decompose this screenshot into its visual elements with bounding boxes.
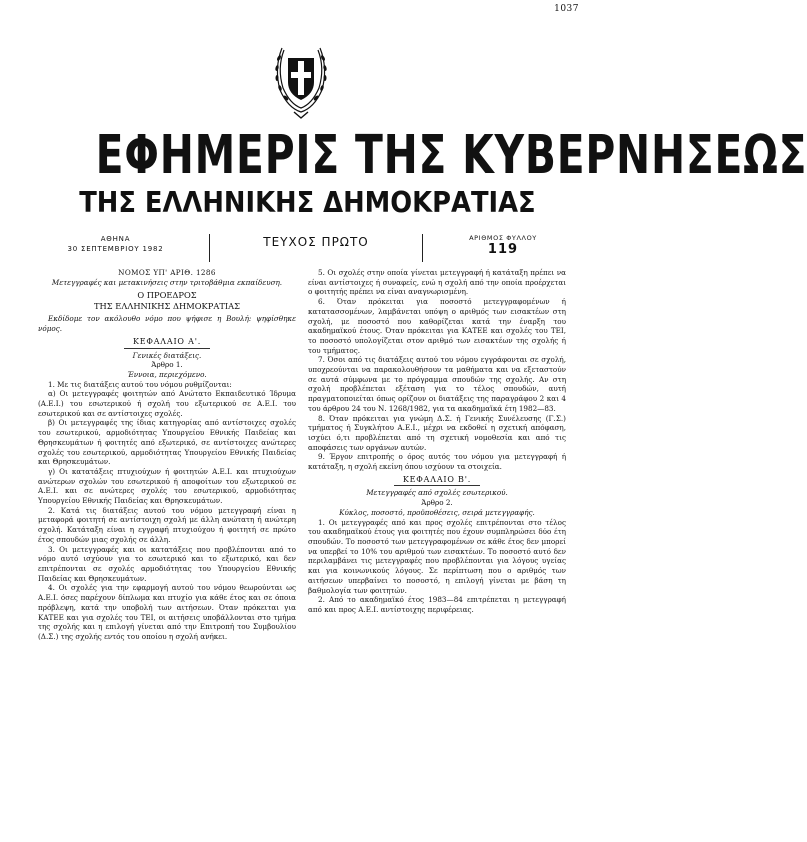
issue-info-bar <box>28 230 578 264</box>
chapter-rule <box>394 485 480 486</box>
paragraph: 4. Οι σχολές για την εφαρμογή αυτού του νόμου θεωρούνται ως Α.Ε.Ι. όσες παρέχουν δίπλωμα και πτυχίο για κάθε έτος και σε όποια πρόβλεψη, κατά την υποβολή των αιτήσεων. Όταν πρόκειται για ΚΑΤΕΕ και για σχολές του ΤΕΙ, οι αιτήσεις υποβάλλονται στο τμήμα της σχολής και η επιλογή γίνεται από την Επιτροπή του Συμβουλίου (Δ.Σ.) της σχολής εντός του οποίου η σχολή ανήκει. <box>38 583 296 641</box>
article-subheading: Κύκλος, ποσοστό, προϋποθέσεις, σειρά μετεγγραφής. <box>339 507 535 517</box>
chapter-title: Μετεγγραφές από σχολές εσωτερικού. <box>366 488 508 498</box>
paragraph: γ) Οι κατατάξεις πτυχιούχων ή φοιτητών Α.Ε.Ι. και πτυχιούχων ανώτερων σχολών του εσωτερικού ή αποφοίτων του εξωτερικού σε Α.Ε.Ι. και σε ανώτερες σχολές του εσωτερικού, αρμοδιότητας Υπουργείου Εθνικής Παιδείας και Θρησκευμάτων. <box>38 466 296 506</box>
president-heading-line2: ΤΗΣ ΕΛΛΗΝΙΚΗΣ ΔΗΜΟΚΡΑΤΙΑΣ <box>94 300 240 311</box>
chapter-heading: ΚΕΦΑΛΑΙΟ Β'. <box>402 474 472 484</box>
left-text-column <box>38 268 296 642</box>
paragraph: 1. Οι μετεγγραφές από και προς σχολές επιτρέπονται στο τέλος του ακαδημαϊκού έτους για φοιτητές που έχουν συμπληρώσει δύο έτη σπουδών. Το ποσοστό των μετεγγραφομένων σε κάθε έτος δεν μπορεί να υπερβεί το 10% του αριθμού των εισακτέων. Το ποσοστό αυτό δεν περιλαμβάνει τις μετεγγραφές που προβλέπονται για λόγους υγείας και για κοινωνικούς λόγους. Σε περίπτωση που ο αριθμός των αιτήσεων υπερβαίνει το ποσοστό, η επιλογή γίνεται με βάση τη βαθμολογία των φοιτητών. <box>308 517 566 595</box>
right-text-column <box>308 268 566 615</box>
issue-label: ΤΕΥΧΟΣ ΠΡΩΤΟ <box>263 235 369 249</box>
law-subject: Μετεγγραφές και μετακινήσεις στην τριτοβάθμια εκπαίδευση. <box>51 277 283 287</box>
paragraph: α) Οι μετεγγραφές φοιτητών από Ανώτατο Εκπαιδευτικό Ίδρυμα (Α.Ε.Ι.) του εσωτερικού ή σχολή του εξωτερικού σε Α.Ε.Ι. του εσωτερικού και σε αντίστοιχες σχολές. <box>38 389 296 418</box>
issue-date: 30 ΣΕΠΤΕΜΒΡΙΟΥ 1982 <box>67 245 164 253</box>
paragraph: 3. Οι μετεγγραφές και οι κατατάξεις που προβλέπονται από το νόμο αυτό ισχύουν για το εσωτερικό και το εξωτερικό, και δεν επιτρέπονται σε σχολές αρμοδιότητας του Υπουργείου Εθνικής Παιδείας και Θρησκευμάτων. <box>38 544 296 583</box>
article-heading: Άρθρο 1. <box>151 360 183 370</box>
president-heading: Ο ΠΡΟΕΔΡΟΣ <box>137 290 197 301</box>
paragraph: 2. Κατά τις διατάξεις αυτού του νόμου μετεγγραφή είναι η μεταφορά φοιτητή σε αντίστοιχη σχολή με άλλη ανώτατη ή ανώτερη σχολή. Κατάταξη είναι η εγγραφή πτυχιούχου ή φοιτητή σε πρώτο έτος σπουδών μιας σχολής σε άλλη. <box>38 505 296 544</box>
paragraph: 1. Με τις διατάξεις αυτού του νόμου ρυθμίζονται: <box>48 379 232 389</box>
sheet-number: 119 <box>487 242 519 257</box>
article-heading: Άρθρο 2. <box>421 498 453 508</box>
page-number: 1037 <box>554 4 579 14</box>
chapter-heading: ΚΕΦΑΛΑΙΟ Α'. <box>132 336 202 346</box>
law-title: ΝΟΜΟΣ ΥΠ' ΑΡΙΘ. 1286 <box>118 268 216 277</box>
city-label: ΑΘΗΝΑ <box>100 235 131 243</box>
divider <box>209 234 210 262</box>
paragraph: 8. Όταν πρόκειται για γνώμη Δ.Σ. ή Γενικής Συνέλευσης (Γ.Σ.) τμήματος ή Συγκλήτου Α.Ε.Ι., μέχρι να εκδοθεί η σχετική απόφαση, ισχύει ό,τι προβλέπεται από τη σχετική νομοθεσία και από τις αποφάσεις των οργάνων αυτών. <box>308 413 566 452</box>
coat-of-arms-emblem <box>270 28 332 120</box>
sheet-number-label: ΑΡΙΘΜΟΣ ΦΥΛΛΟΥ <box>469 234 537 242</box>
paragraph: 9. Έργον επιτροπής ο όρος αυτός του νόμου για μετεγγραφή ή κατάταξη, η σχολή εκείνη όπου ισχύουν τα στοιχεία. <box>308 452 566 472</box>
chapter-title: Γενικές διατάξεις. <box>132 350 202 360</box>
paragraph: 6. Όταν πρόκειται για ποσοστό μετεγγραφομένων ή κατατασσομένων, λαμβάνεται υπόψη ο αριθμός των εισακτέων στη σχολή, με ποσοστό που καθορίζεται κατά την έναρξη του ακαδημαϊκού έτους. Όταν πρόκειται για ΚΑΤΕΕ και σχολές του ΤΕΙ, το ποσοστό υπολογίζεται στον αριθμό των εισακτέων της σχολής ή του τμήματος. <box>308 297 566 355</box>
issue-date-block <box>28 230 203 268</box>
paragraph: 7. Όσοι από τις διατάξεις αυτού του νόμου εγγράφονται σε σχολή, υποχρεούνται να παρακολουθήσουν τα μαθήματα και να εξεταστούν σε αυτά σύμφωνα με το πρόγραμμα σπουδών της σχολής. Αν στη σχολή προβλέπεται εξέταση για το τέλος σπουδών, αυτή πραγματοποιείται όπως ορίζουν οι διατάξεις της παραγράφου 2 και 4 του άρθρου 24 του Ν. 1268/1982, για τα ακαδημαϊκά έτη 1982—83. <box>308 355 566 413</box>
paragraph: 5. Οι σχολές στην οποία γίνεται μετεγγραφή ή κατάταξη πρέπει να είναι αντίστοιχες ή συναφείς, ενώ η σχολή από την οποία προέρχεται ο φοιτητής πρέπει να είναι αναγνωρισμένη. <box>308 268 566 297</box>
masthead-title: ΕΦΗΜΕΡΙΣ ΤΗΣ ΚΥΒΕΡΝΗΣΕΩΣ <box>95 125 807 186</box>
sheet-number-block <box>428 230 578 267</box>
chapter-rule <box>124 348 210 349</box>
enactment-clause: Εκδίδομε τον ακόλουθο νόμο που ψήφισε η Βουλή: ψηφίσθηκε νόμος. <box>38 314 296 334</box>
divider <box>422 234 423 262</box>
masthead-subtitle: ΤΗΣ ΕΛΛΗΝΙΚΗΣ ΔΗΜΟΚΡΑΤΙΑΣ <box>79 186 536 219</box>
article-subheading: Έννοια, περιεχόμενο. <box>127 369 207 379</box>
paragraph: 2. Από το ακαδημαϊκό έτος 1983—84 επιτρέπεται η μετεγγραφή από και προς Α.Ε.Ι. αντίστοιχης περιφέρειας. <box>308 595 566 614</box>
paragraph: β) Οι μετεγγραφές της ίδιας κατηγορίας από αντίστοιχες σχολές του εσωτερικού, αρμοδιότητας Υπουργείου Εθνικής Παιδείας και Θρησκευμάτων ή φοιτητές από εξωτερικό, σε αντίστοιχες ανώτερες σχολές του εσωτερικού, αρμοδιότητας Υπουργείου Εθνικής Παιδείας και Θρησκευμάτων. <box>38 418 296 467</box>
